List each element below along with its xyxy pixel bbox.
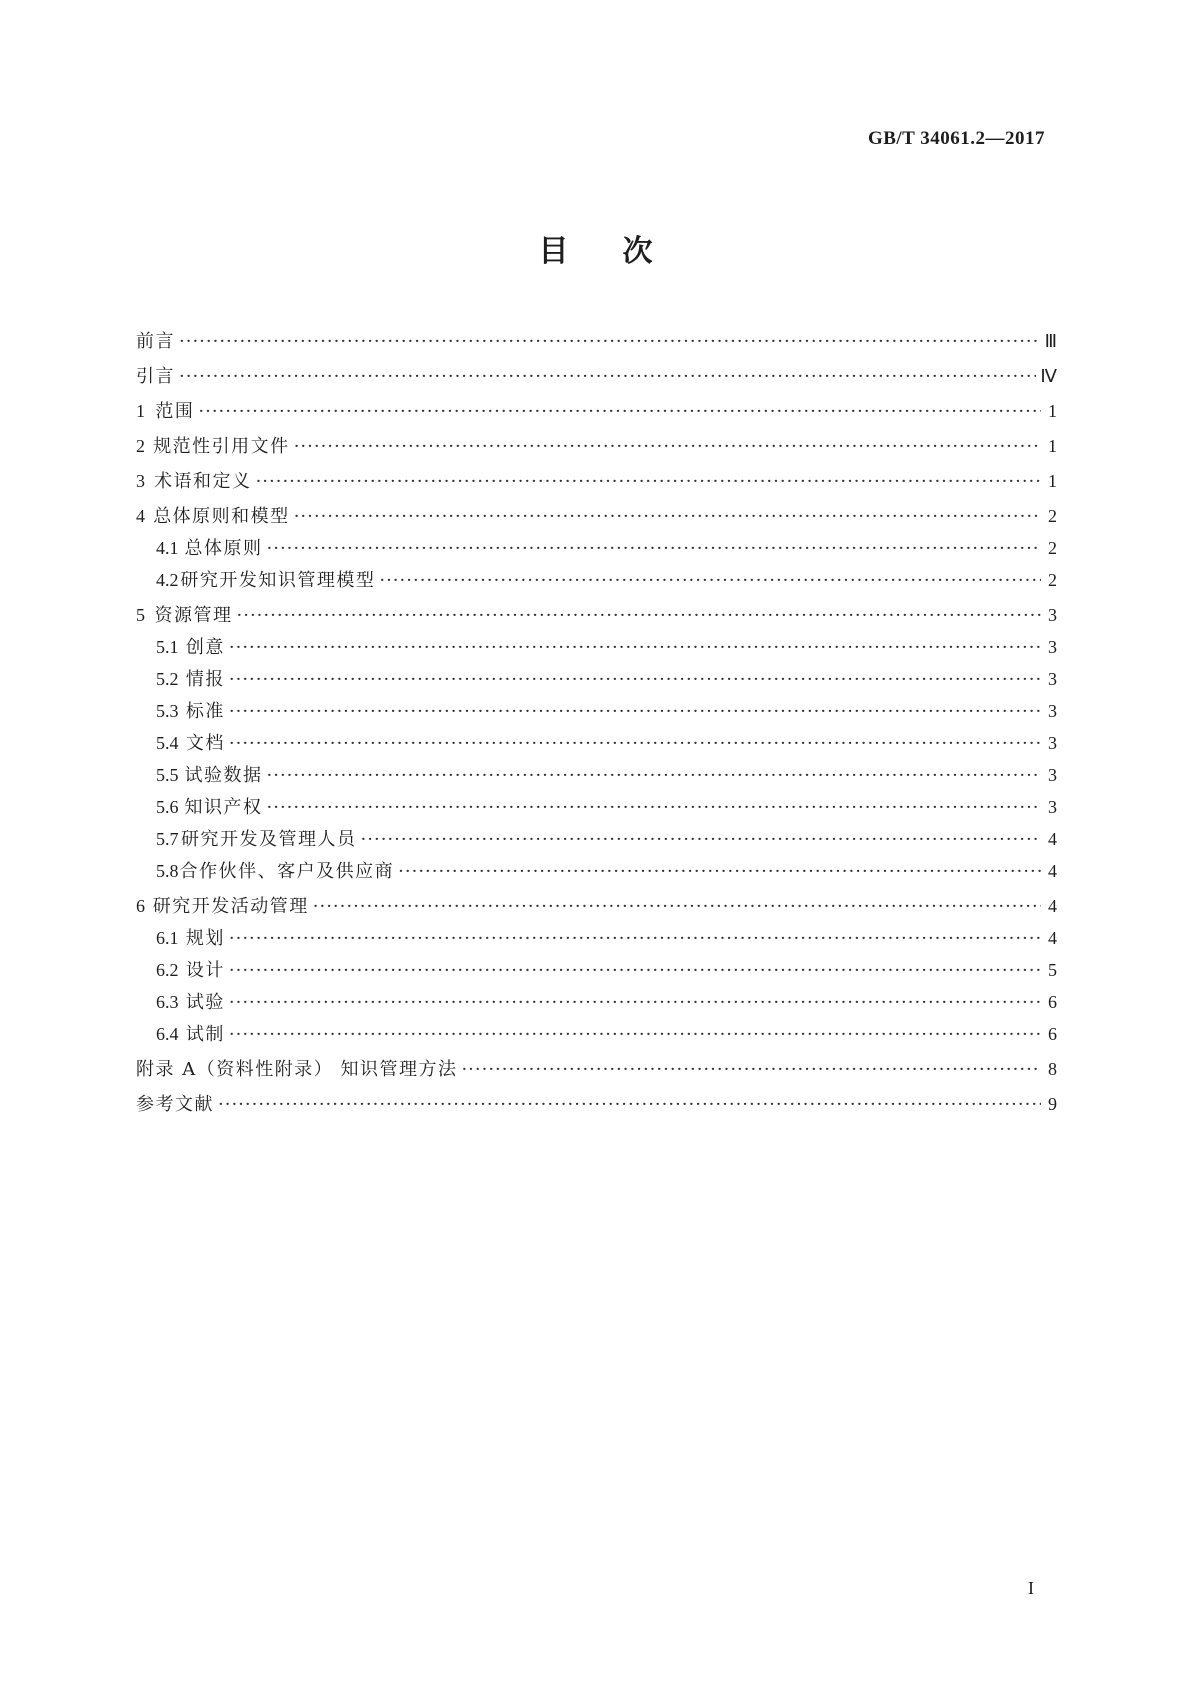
toc-entry-page: 3	[1048, 701, 1057, 721]
toc-entry-number: 4.1	[156, 538, 179, 558]
toc-entry-title: 研究开发活动管理	[152, 896, 309, 917]
dot-leader	[313, 896, 1041, 918]
toc-entry-title: 参考文献	[136, 1094, 214, 1115]
toc-entry-page: 1	[1048, 401, 1057, 421]
toc-entry-page: 8	[1048, 1059, 1057, 1079]
toc-entry-page: Ⅲ	[1044, 331, 1057, 351]
toc-entry-number: 5.2	[156, 669, 179, 689]
toc-entry-number: 6	[136, 896, 145, 916]
toc-entry[interactable]	[136, 400, 1057, 423]
toc-entry[interactable]	[136, 636, 1057, 659]
toc-entry-number: 1	[136, 401, 145, 421]
dot-leader	[229, 669, 1041, 691]
dot-leader	[198, 401, 1041, 423]
toc-entry-title: 研究开发及管理人员	[181, 829, 357, 850]
dot-leader	[294, 506, 1041, 528]
toc-entry[interactable]	[136, 537, 1057, 560]
toc-entry-page: 4	[1048, 829, 1057, 849]
dot-leader	[267, 765, 1041, 787]
toc-entry[interactable]	[136, 991, 1057, 1014]
toc-entry-number: 5.5	[156, 765, 179, 785]
toc-entry-title: 附录 A（资料性附录） 知识管理方法	[136, 1059, 458, 1080]
toc-entry-title: 前言	[136, 331, 175, 352]
dot-leader	[179, 331, 1041, 353]
toc-entry-number: 6.2	[156, 960, 179, 980]
toc-entry[interactable]	[136, 959, 1057, 982]
dot-leader	[267, 797, 1041, 819]
toc-entry-title: 试验	[185, 992, 225, 1013]
toc-entry-page: 2	[1048, 506, 1057, 526]
toc-entry[interactable]	[136, 330, 1057, 353]
dot-leader	[294, 436, 1041, 458]
toc-entry[interactable]	[136, 604, 1057, 627]
toc-entry-title: 资源管理	[154, 605, 233, 626]
toc-entry-title: 术语和定义	[154, 471, 252, 492]
toc-entry-page: 3	[1048, 637, 1057, 657]
toc-entry-number: 5.8	[156, 861, 179, 881]
dot-leader	[229, 733, 1041, 755]
toc-entry-number: 4.2	[156, 570, 179, 590]
toc-entry-page: Ⅳ	[1040, 366, 1057, 386]
toc-entry[interactable]	[136, 764, 1057, 787]
toc-entry[interactable]	[136, 365, 1057, 388]
toc-entry-page: 3	[1048, 733, 1057, 753]
toc-entry-title: 试制	[185, 1024, 225, 1045]
toc-entry-title: 规范性引用文件	[153, 436, 290, 457]
toc-entry-title: 知识产权	[184, 797, 263, 818]
toc-entry-title: 规划	[185, 928, 225, 949]
toc-entry[interactable]	[136, 435, 1057, 458]
dot-leader	[267, 538, 1041, 560]
dot-leader	[229, 637, 1041, 659]
dot-leader	[229, 928, 1041, 950]
toc-entry-title: 文档	[185, 733, 225, 754]
toc-entry-number: 4	[136, 506, 145, 526]
toc-entry-number: 5.4	[156, 733, 179, 753]
toc-entry-page: 4	[1048, 896, 1057, 916]
toc-entry-number: 3	[136, 471, 145, 491]
dot-leader	[229, 701, 1041, 723]
toc-entry[interactable]	[136, 505, 1057, 528]
toc-entry[interactable]	[136, 470, 1057, 493]
dot-leader	[237, 605, 1041, 627]
toc-entry[interactable]	[136, 796, 1057, 819]
dot-leader	[229, 992, 1041, 1014]
toc-entry-title: 设计	[185, 960, 225, 981]
dot-leader	[398, 861, 1041, 883]
table-of-contents	[136, 330, 1057, 1116]
toc-entry-page: 3	[1048, 605, 1057, 625]
page-number: I	[1028, 1578, 1034, 1598]
toc-entry-title: 总体原则	[184, 538, 263, 559]
toc-entry-page: 1	[1048, 471, 1057, 491]
toc-entry[interactable]	[136, 860, 1057, 883]
toc-entry[interactable]	[136, 828, 1057, 851]
toc-entry-page: 2	[1048, 538, 1057, 558]
dot-leader	[379, 570, 1041, 592]
toc-entry-page: 4	[1048, 928, 1057, 948]
toc-entry[interactable]	[136, 569, 1057, 592]
toc-entry-number: 6.3	[156, 992, 179, 1012]
toc-entry-title: 情报	[185, 669, 225, 690]
toc-entry[interactable]	[136, 1093, 1057, 1116]
toc-entry-page: 3	[1048, 765, 1057, 785]
standard-code: GB/T 34061.2—2017	[867, 128, 1045, 149]
toc-entry-title: 研究开发知识管理模型	[180, 570, 376, 591]
toc-entry-page: 9	[1048, 1094, 1057, 1114]
toc-entry-page: 6	[1048, 1024, 1057, 1044]
toc-entry[interactable]	[136, 1023, 1057, 1046]
toc-entry-number: 5.3	[156, 701, 179, 721]
dot-leader	[229, 960, 1041, 982]
toc-entry-number: 6.4	[156, 1024, 179, 1044]
dot-leader	[256, 471, 1041, 493]
dot-leader	[229, 1024, 1041, 1046]
toc-entry-number: 5.7	[156, 829, 179, 849]
dot-leader	[179, 366, 1036, 388]
toc-entry-title: 合作伙伴、客户及供应商	[179, 861, 395, 882]
toc-entry-title: 标准	[185, 701, 225, 722]
toc-entry-page: 3	[1048, 669, 1057, 689]
toc-entry-page: 5	[1048, 960, 1057, 980]
toc-entry-number: 5	[136, 605, 145, 625]
toc-entry-title: 试验数据	[184, 765, 263, 786]
toc-entry-page: 4	[1048, 861, 1057, 881]
dot-leader	[461, 1059, 1041, 1081]
toc-entry-number: 6.1	[156, 928, 179, 948]
toc-entry-title: 引言	[136, 366, 175, 387]
toc-entry-number: 5.1	[156, 637, 179, 657]
page-title: 目次	[538, 234, 707, 269]
toc-entry[interactable]	[136, 927, 1057, 950]
toc-entry-page: 2	[1048, 570, 1057, 590]
dot-leader	[361, 829, 1041, 851]
dot-leader	[218, 1094, 1041, 1116]
toc-entry[interactable]	[136, 895, 1057, 918]
toc-entry-page: 1	[1048, 436, 1057, 456]
toc-entry-title: 创意	[185, 637, 225, 658]
toc-entry-number: 2	[136, 436, 145, 456]
toc-entry-number: 5.6	[156, 797, 179, 817]
toc-entry[interactable]	[136, 700, 1057, 723]
toc-entry[interactable]	[136, 732, 1057, 755]
toc-entry[interactable]	[136, 1058, 1057, 1081]
toc-entry[interactable]	[136, 668, 1057, 691]
toc-entry-page: 6	[1048, 992, 1057, 1012]
toc-entry-title: 范围	[155, 401, 195, 422]
toc-entry-page: 3	[1048, 797, 1057, 817]
toc-entry-title: 总体原则和模型	[153, 506, 290, 527]
